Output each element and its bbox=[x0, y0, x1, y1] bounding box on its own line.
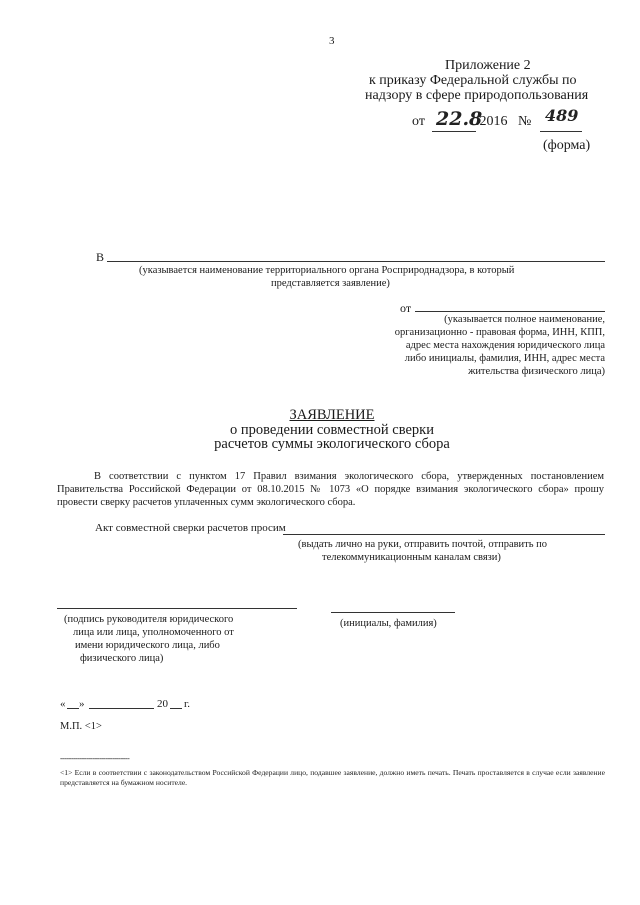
handwritten-date: 22.8 bbox=[436, 108, 483, 130]
from-caption-line5: жительства физического лица) bbox=[468, 366, 605, 377]
appendix-order-line: к приказу Федеральной службы по bbox=[369, 73, 577, 88]
signature-caption-line1: (подпись руководителя юридического bbox=[64, 614, 234, 625]
signature-caption-line3: имени юридического лица, либо bbox=[75, 640, 220, 651]
from-caption-line2: организационно - правовая форма, ИНН, КПП, bbox=[394, 327, 605, 338]
request-paragraph: В соответствии с пунктом 17 Правил взимания экологического сбора, утвержденных постановлением Правительства Российской Федерации от 08.10.2015 № 1073 «О порядке взимания экологического сбора» прошу провести сверку расчетов уплаченных сумм экологического сбора. bbox=[57, 471, 604, 508]
form-label: (форма) bbox=[543, 138, 591, 153]
signature-caption-line4: физического лица) bbox=[80, 653, 164, 664]
date-year: .2016 bbox=[476, 114, 508, 129]
act-method-line bbox=[283, 534, 605, 535]
to-label: В bbox=[96, 250, 105, 264]
number-sign: № bbox=[518, 114, 532, 129]
stamp-label: М.П. <1> bbox=[60, 721, 102, 732]
initials-line bbox=[331, 612, 455, 613]
date-open-quote: « bbox=[60, 698, 66, 710]
handwritten-number: 489 bbox=[545, 106, 579, 125]
from-field-line bbox=[415, 311, 605, 312]
date-underline bbox=[432, 131, 476, 132]
from-label: от bbox=[400, 301, 412, 315]
date-year-suffix: г. bbox=[184, 698, 191, 710]
footnote-text: <1> Если в соответствии с законодательством Российской Федерации лицо, подавшее заявление, должно иметь печать. Печать проставляется в случае если заявление представляется на бумажном носителе. bbox=[60, 768, 605, 787]
signature-line bbox=[57, 608, 297, 609]
act-caption-line1: (выдать лично на руки, отправить почтой, отправить по bbox=[298, 539, 548, 550]
act-request-label: Акт совместной сверки расчетов просим bbox=[95, 522, 286, 534]
from-caption-line4: либо инициалы, фамилия, ИНН, адрес места bbox=[404, 353, 605, 364]
from-caption-line3: адрес места нахождения юридического лица bbox=[405, 340, 605, 351]
initials-caption: (инициалы, фамилия) bbox=[340, 618, 437, 629]
year-blank-line bbox=[170, 708, 182, 709]
date-century: 20 bbox=[157, 698, 168, 710]
document-subtitle-line1: о проведении совместной сверки bbox=[230, 422, 434, 438]
month-blank-line bbox=[89, 708, 154, 709]
act-caption-line2: телекоммуникационным каналам связи) bbox=[322, 552, 501, 563]
footnote-separator: -------------------------------- bbox=[60, 754, 130, 763]
to-field-line bbox=[107, 261, 605, 262]
appendix-title: Приложение 2 bbox=[445, 58, 531, 73]
to-caption-line1: (указывается наименование территориального органа Росприроднадзора, в который bbox=[139, 265, 515, 276]
from-caption-line1: (указывается полное наименование, bbox=[444, 314, 605, 325]
document-subtitle-line2: расчетов суммы экологического сбора bbox=[214, 436, 450, 452]
date-prefix: от bbox=[412, 114, 425, 129]
date-close-quote: » bbox=[79, 698, 85, 710]
document-title: ЗАЯВЛЕНИЕ bbox=[289, 407, 375, 423]
number-underline bbox=[540, 131, 582, 132]
page-number: 3 bbox=[329, 35, 335, 47]
to-caption-line2: представляется заявление) bbox=[271, 278, 390, 289]
signature-caption-line2: лица или лица, уполномоченного от bbox=[73, 627, 234, 638]
appendix-agency-line: надзору в сфере природопользования bbox=[365, 88, 589, 103]
day-blank-line bbox=[67, 708, 79, 709]
